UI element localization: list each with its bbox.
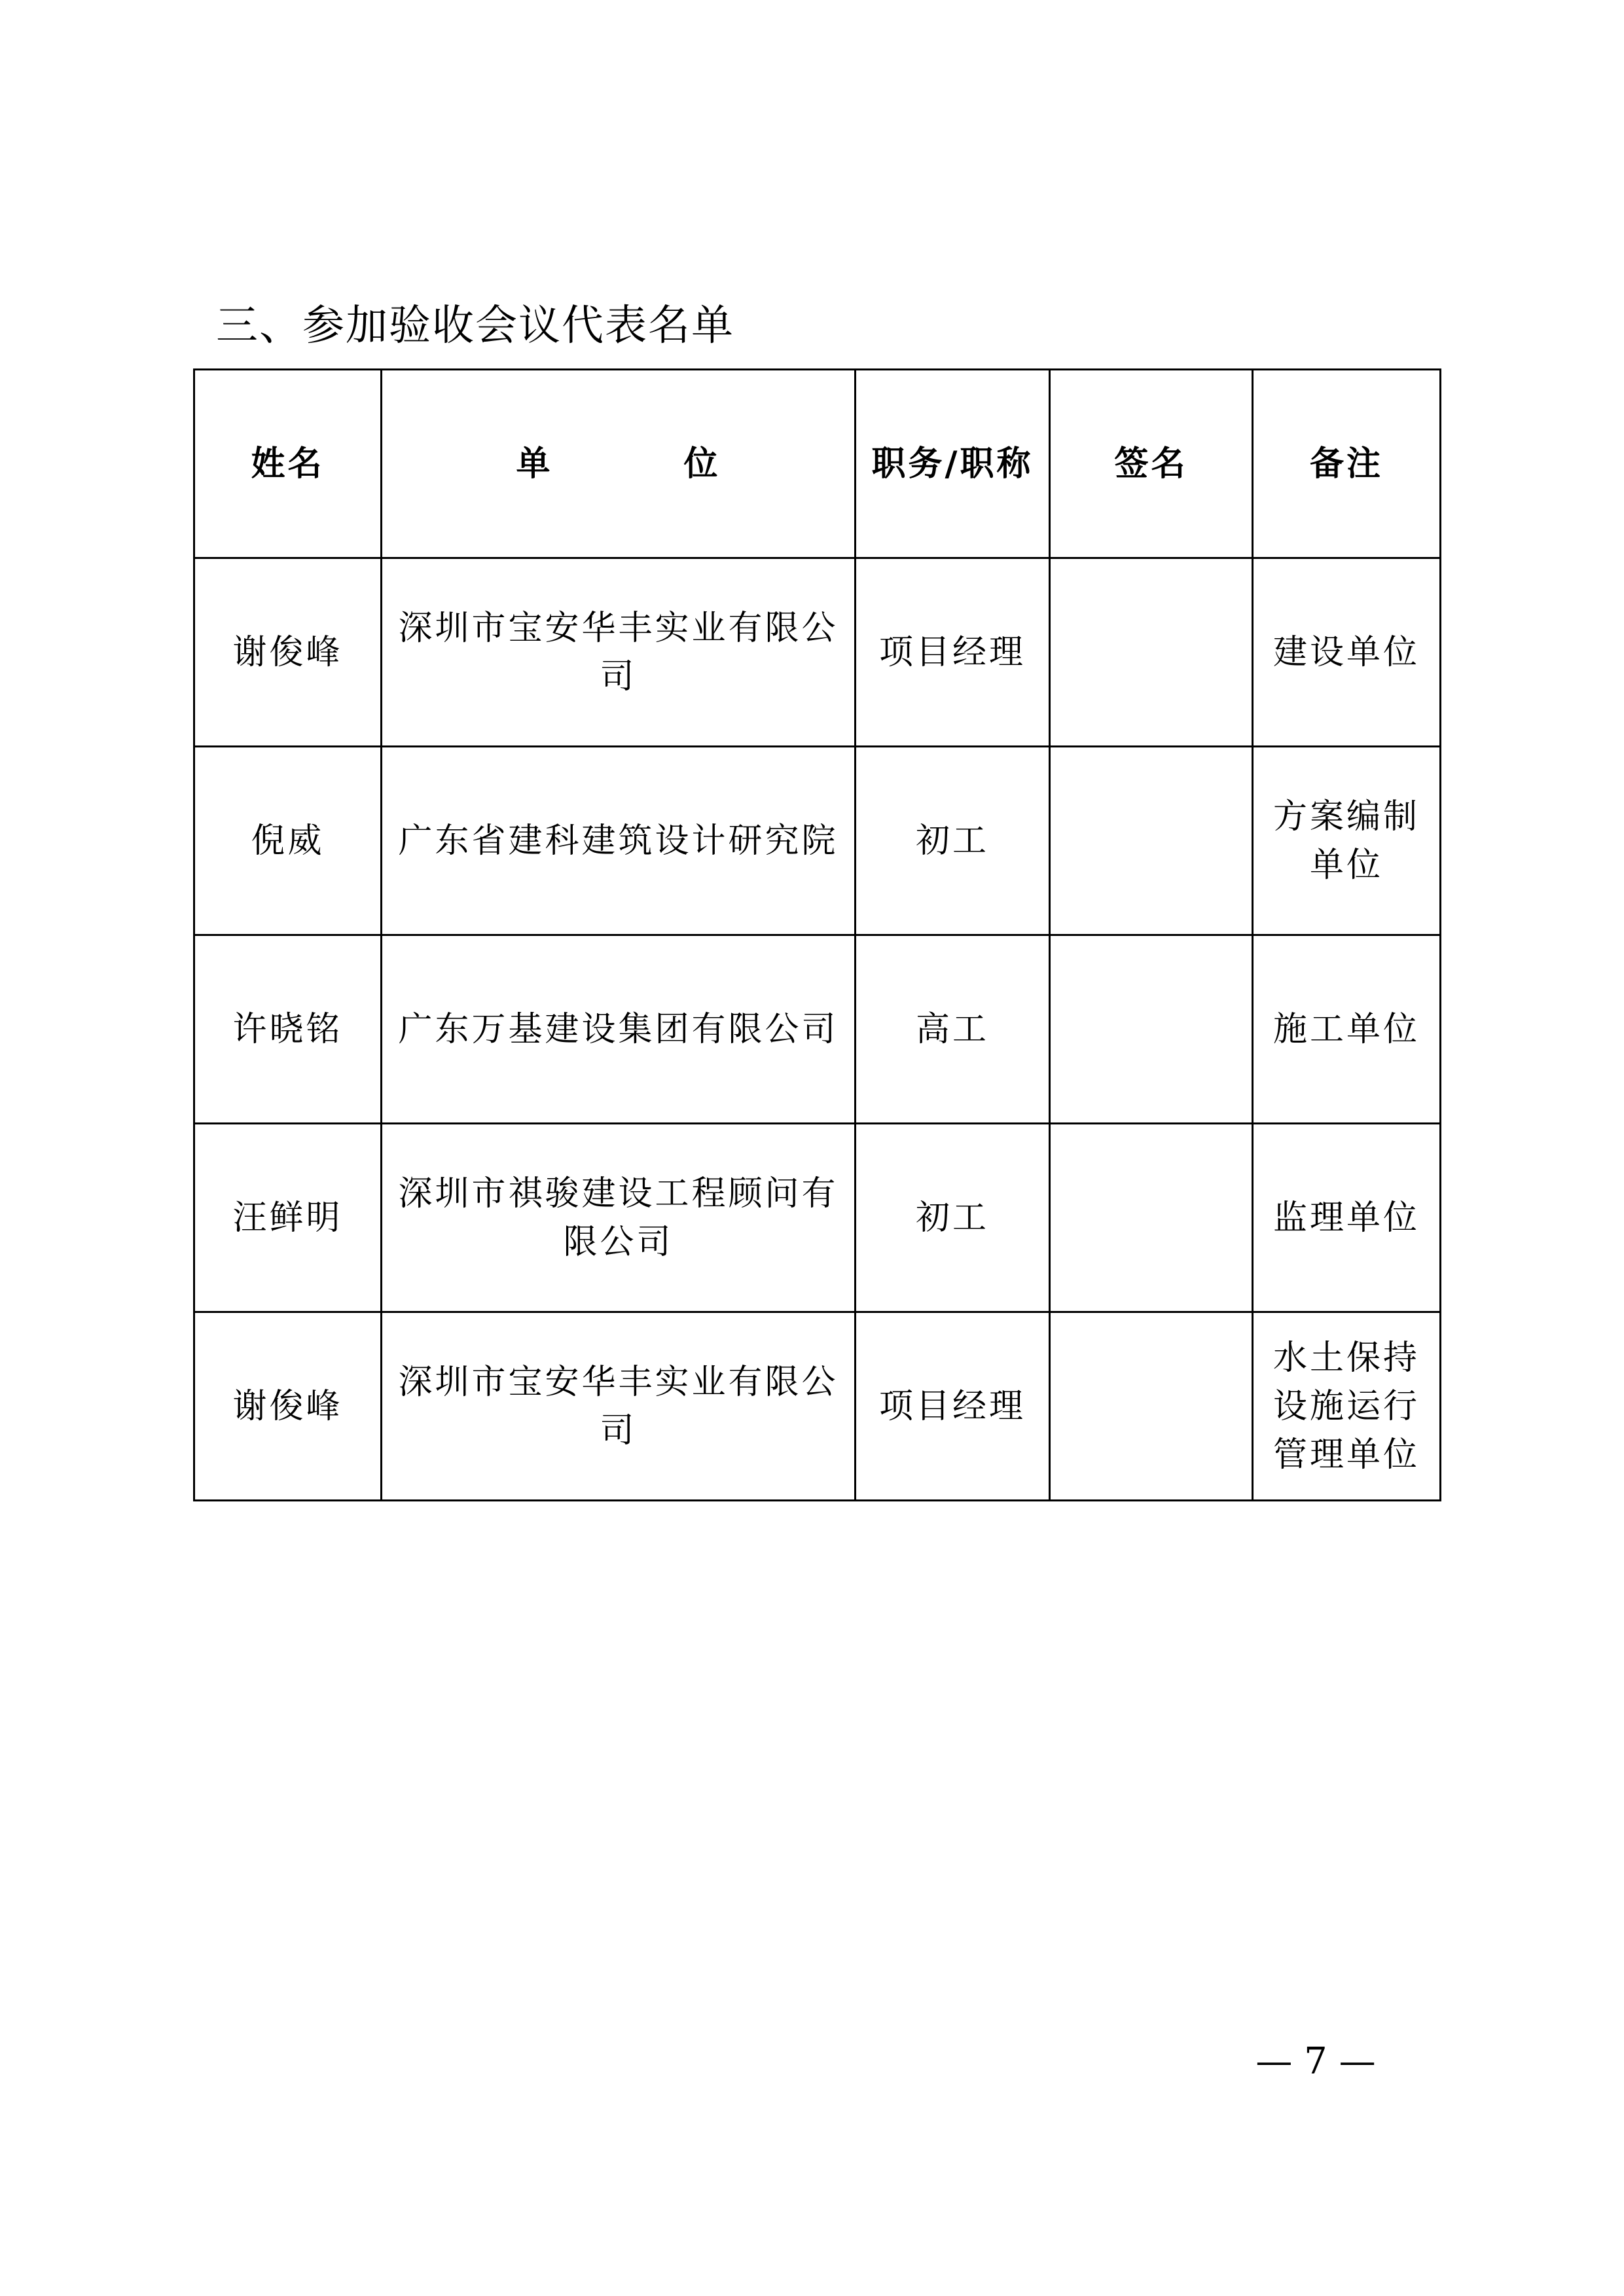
cell-remark: 方案编制单位 [1253,747,1441,935]
cell-unit: 广东省建科建筑设计研究院 [382,747,856,935]
cell-position: 项目经理 [856,1312,1050,1501]
header-unit-part1: 单 [516,444,553,484]
table-row [194,747,1441,935]
cell-name: 倪威 [194,747,382,935]
cell-unit: 广东万基建设集团有限公司 [382,935,856,1124]
cell-position: 高工 [856,935,1050,1124]
cell-name: 许晓铭 [194,935,382,1124]
cell-unit: 深圳市宝安华丰实业有限公司 [382,558,856,747]
cell-position: 初工 [856,747,1050,935]
cell-remark: 施工单位 [1253,935,1441,1124]
table-row [194,1312,1441,1501]
cell-unit: 深圳市祺骏建设工程顾问有限公司 [382,1124,856,1312]
attendee-table [193,368,1441,1501]
header-name: 姓名 [194,370,382,558]
section-title: 三、参加验收会议代表名单 [216,302,734,350]
cell-unit: 深圳市宝安华丰实业有限公司 [382,1312,856,1501]
table-row [194,558,1441,747]
cell-signature[interactable] [1050,747,1253,935]
header-unit-part2: 位 [683,444,721,484]
header-position: 职务/职称 [856,370,1050,558]
cell-position: 项目经理 [856,558,1050,747]
cell-position: 初工 [856,1124,1050,1312]
cell-signature[interactable] [1050,1312,1253,1501]
cell-signature[interactable] [1050,1124,1253,1312]
header-unit [382,370,856,558]
cell-name: 汪鲜明 [194,1124,382,1312]
header-signature: 签名 [1050,370,1253,558]
table-header-row [194,370,1441,558]
cell-name: 谢俊峰 [194,558,382,747]
cell-signature[interactable] [1050,558,1253,747]
cell-name: 谢俊峰 [194,1312,382,1501]
cell-remark: 水土保持设施运行管理单位 [1253,1312,1441,1501]
table-row [194,1124,1441,1312]
header-remark: 备注 [1253,370,1441,558]
cell-remark: 监理单位 [1253,1124,1441,1312]
cell-remark: 建设单位 [1253,558,1441,747]
page-number: — 7 — [1255,2040,1376,2083]
table-row [194,935,1441,1124]
cell-signature[interactable] [1050,935,1253,1124]
